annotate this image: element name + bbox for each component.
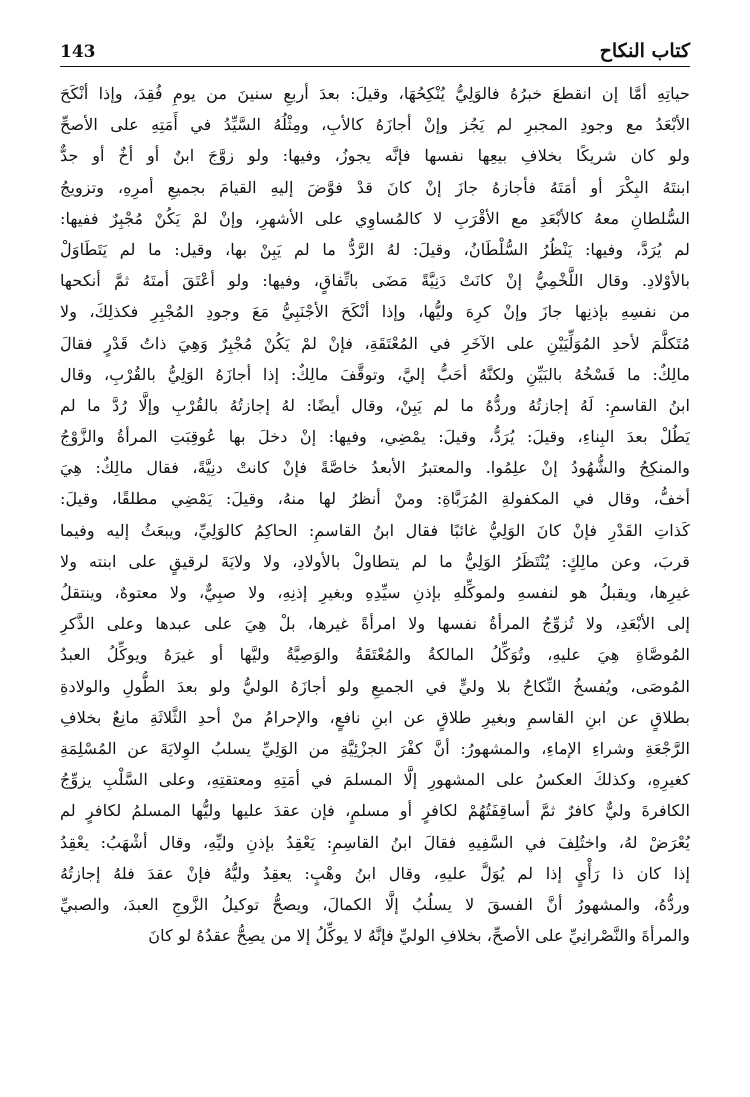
page-number: 143 <box>60 42 96 62</box>
text-line: ابنُ القاسمِ: لَهُ إجازتُهُ وردُّهُ ما لم يَبِنْ، وقال أيضًا: لهُ إجازتُهُ بالقُرْبِ وإلَّا رُدَّ ما لم <box>60 395 690 415</box>
text-line: بطلاقٍ عن ابنِ القاسمِ وبغيرِ طلاقٍ عن ابنِ نافعٍ، والإحرامُ منْ أحدِ الثَّلاثَةِ مانِعٌ بخلافِ <box>60 707 690 727</box>
text-line: المُوصَى، ويُفسخُ النِّكاحُ بلا وليٍّ في الجميعِ ولو أجازَهُ الوليُّ ولو بعدَ الطُّولِ والولادةِ <box>60 676 690 696</box>
text-line: قربَ، وعن مالِكٍ: يُنْتَظَرُ الوَلِيُّ ما لم يتطاولْ بالأولادِ، ولا ولايَةَ لرقيقٍ على ابنته ولا <box>60 551 690 571</box>
text-line: يَطُلْ بعدَ البِناءِ، وقيلَ: يُرَدُّ، وقيلَ: يمْضِي، وفيها: إنْ دخلَ بها عُوقِبَتِ المرأةُ والزَّوْجُ <box>60 427 690 447</box>
text-line: مالِكٌ: ما فَسْخُهُ بالبَيِّنِ ولكنَّهُ أحَبُّ إليَّ، وتوقَّفَ مالِكٌ: إذا أجازَهُ الوَلِيُّ بالقُرْبِ، وقال <box>60 364 690 384</box>
page-header <box>60 30 690 67</box>
text-line: الأبْعَدُ مع وجودِ المجبرِ لم يَجُز وإنْ أجازَهُ كالأبِ، ومِثْلُهُ السَّيِّدُ في أَمَتِهِ على الأصحِّ <box>60 115 690 135</box>
text-line: يُعْرَضْ لهُ، واختُلِفَ في السَّفِيهِ فقالَ ابنُ القاسِمِ: يَعْقِدُ بإذنِ وليِّهِ، وقال أشْهَبُ: يعْقِدُ <box>60 832 690 852</box>
text-line: ابنتَهُ البِكْرَ أو أمَتَهُ فأجازهُ جازَ إنْ كانَ قدْ فوَّضَ إليهِ القيامَ بجميعِ أمرِهِ، وتزويجُ <box>60 177 690 197</box>
text-line: وردُّهُ، والمشهورُ أنَّ الفسقَ لا يسلُبُ إلَّا الكمالَ، ويصحُّ توكيلُ الزَّوجِ العبدَ، والصبيِّ <box>60 894 690 914</box>
text-line: والمرأةَ والنَّصْرانِيِّ على الأصحِّ، بخلافِ الوليِّ فإنَّهُ لا يوكِّلُ إلا من يصِحُّ عقدُهُ لو كانَ <box>148 926 690 946</box>
body-text <box>60 78 690 951</box>
text-line: الكافرةَ وليٌّ كافرٌ ثمَّ أساقِفَتُهُمْ لكافرٍ أو مسلمٍ، فإن عقدَ عليها وليُّها المسلمُ لكافرٍ لم <box>60 801 690 821</box>
text-line: أخفُّ، وقال في المكفولةِ المُرَبَّاةِ: ومنْ أنظرُ لها منهُ، وقيلَ: يَمْضِي مطلقًا، وقيلَ: <box>60 489 690 509</box>
text-line: من نفسِهِ بإذنِها جازَ وإنْ كرِهَ وليُّها، وإذا أنْكَحَ الأجْنَبِيُّ مَعَ وجودِ المُجْبِرِ فكذلِكَ، ولا <box>60 302 690 322</box>
text-line: إلى الأبْعَدِ، ولا تُزوِّجُ المرأةُ نفسها ولا امرأةً غيرها، بلْ هِيَ على عبدها وعلى الذَّكرِ <box>60 614 690 634</box>
text-line: بالأوْلادِ. وقال اللَّخْمِيُّ إنْ كانَتْ دَنِيَّةً مَضَى باتِّفاقٍ، وفيها: ولو أعْتَقَ أمتَهُ ثمَّ أنكحها <box>60 271 690 291</box>
text-line: ولو كان شريكًا بخلافِ بيعِها نفسها فإنَّه يجوزُ، وفيها: ولو زوَّجَ ابنٌ أو أخٌ أو جدٌّ <box>60 146 690 166</box>
text-line: لم يُرَدَّ، وفيها: يَنْظُرُ السُّلْطَانُ، وقيلَ: لهُ الرَّدُّ ما لم يَبِنْ بها، وقيل: ما لم يَتَطَاوَلْ <box>60 239 690 259</box>
text-line: الرَّجْعَةِ وشراءِ الإماءِ، والمشهورُ: أنَّ كفْرَ الجزْئِيَّةِ من الوَلِيِّ يسلبُ الوِلايَةَ عن المُسْلِمَةِ <box>60 738 690 758</box>
text-line: السُّلطانِ معهُ كالأبْعَدِ مع الأقْرَبِ لا كالمُساوِي على الأشهرِ، وإنْ لمْ يَكُنْ مُجْبِرٌ ففيها: <box>60 208 690 228</box>
text-line: كَذاتِ القَدْرِ فإنْ كانَ الوَلِيُّ غائبًا فقال ابنُ القاسمِ: الحاكِمُ كالوَلِيِّ، ويبعَثُ إليه وفيما <box>60 520 690 540</box>
text-line: كغيرِهِ، وكذلكَ العكسُ على المشهورِ إلَّا المسلمَ في أمَتِهِ ومعتقتِهِ، وعلى السَّلْبِ يزوِّجُ <box>60 770 690 790</box>
chapter-title: كتاب النكاح <box>599 40 690 62</box>
text-line: المُوصَّاةِ هِيَ عليهِ، وتُوَكِّلُ المالكةُ والمُعْتَقَةُ والوَصِيَّةُ وليَّها أو غيرَهُ ويوكِّلُ العبدُ <box>60 645 690 665</box>
text-line: إذا كان ذا رَأْيٍ إذا لم يُوَلَّ عليهِ، وقال ابنُ وهْبٍ: يعقِدُ وليُّهُ فإنْ عقدَ فلهُ إجازتُهُ <box>60 863 690 883</box>
text-line: غيرِها، ويقبلُ هو لنفسهِ ولموكِّلهِ بإذنِ سيِّدِهِ وبغيرِ إذنِهِ، ولا صبِيٌّ، ولا معتوهٌ، وينتقلُ <box>60 583 690 602</box>
text-line: حياتِهِ أمَّا إن انقطعَ خبرُهُ فالوَلِيُّ يُنْكِحُهَا، وقيلَ: بعدَ أربعِ سنينَ من يومِ فُقِدَ، وإذا أنْكَحَ <box>60 84 690 103</box>
text-line: والمنكِحُ والشُّهُودُ إنْ علِمُوا. والمعتبرُ الأبعدُ خاصَّةً فإنْ كانتْ دنِيَّةً، فقال مالِكٌ: هِيَ <box>60 458 690 478</box>
text-line: مُتَكلَّمَ لأحدِ المُوَلِّيَيْنِ على الآخَرِ في المُعْتَقَةِ، فإنْ لمْ يَكُنْ مُجْبِرٌ وَهِيَ ذاتُ قَدْرٍ فقالَ <box>60 333 690 353</box>
